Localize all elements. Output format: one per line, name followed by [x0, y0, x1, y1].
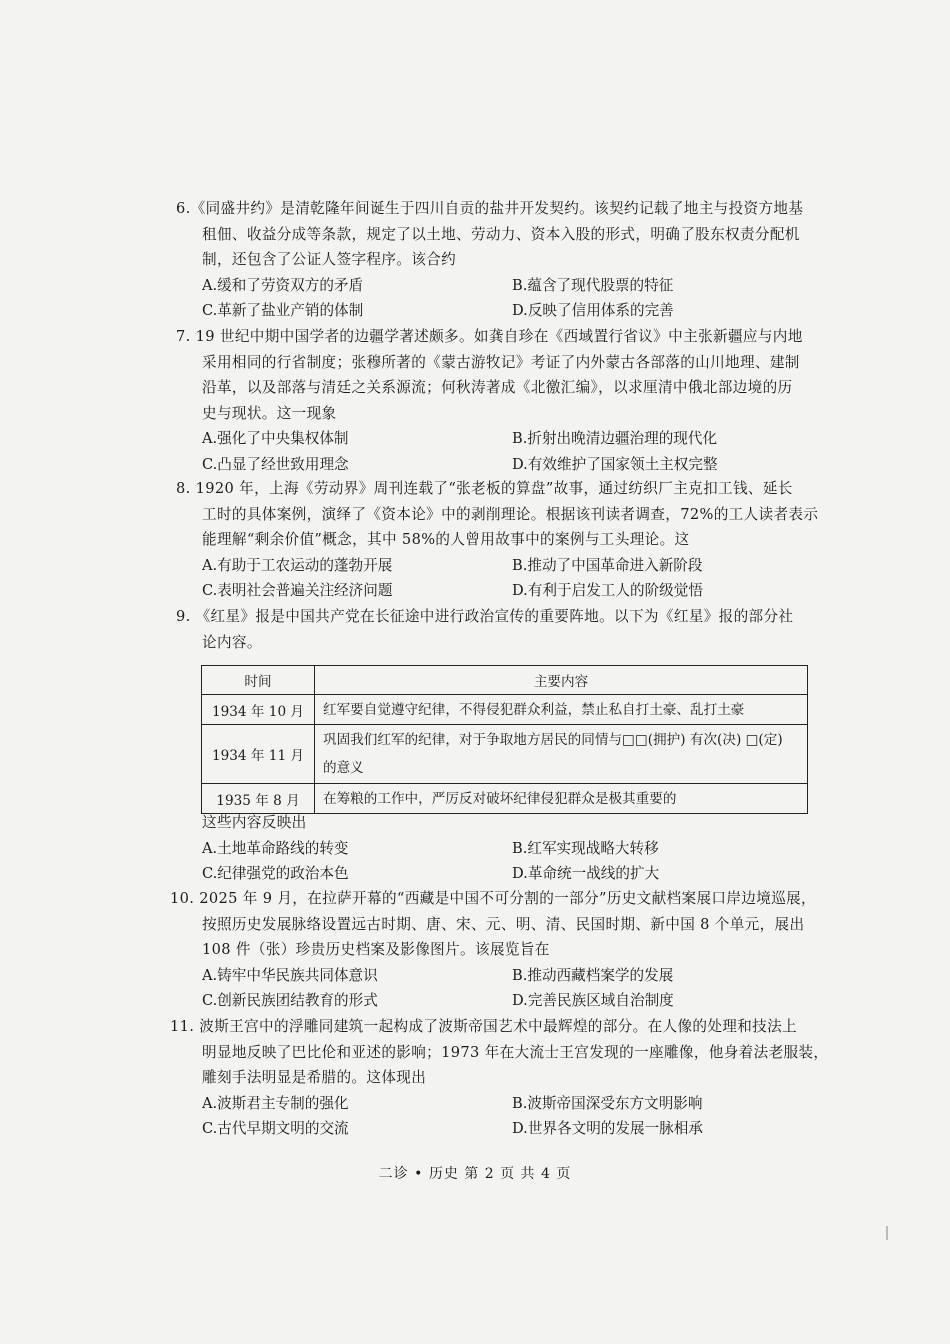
question-8 [176, 476, 819, 604]
option-a: A.土地革命路线的转变 [202, 839, 349, 857]
option-c: C.古代早期文明的交流 [202, 1120, 349, 1138]
option-c: C.创新民族团结教育的形式 [202, 992, 378, 1010]
table-header-content: 主要内容 [315, 666, 808, 695]
option-c: C.革新了盐业产销的体制 [202, 302, 364, 320]
table-cell-time: 1935 年 8 月 [202, 784, 315, 814]
question-stem-line: 按照历史发展脉络设置远古时期、唐、宋、元、明、清、民国时期、新中国 8 个单元，展出 [202, 915, 805, 933]
option-d: D.有利于启发工人的阶级觉悟 [512, 582, 703, 600]
option-b: B.折射出晚清边疆治理的现代化 [512, 430, 718, 448]
question-stem-line: 工时的具体案例，演绎了《资本论》中的剥削理论。根据该刊读者调查，72%的工人读者表示 [202, 505, 819, 523]
table-header-time: 时间 [202, 666, 315, 695]
table-cell-time: 1934 年 11 月 [202, 725, 315, 784]
question-7 [176, 324, 808, 478]
question-10 [170, 886, 816, 1014]
question-stem-line: 7. 19 世纪中期中国学者的边疆学著述颇多。如龚自珍在《西域置行省议》中主张新疆应与内地 [176, 328, 803, 345]
option-b: B.推动西藏档案学的发展 [512, 966, 674, 984]
option-b: B.蕴含了现代股票的特征 [512, 276, 674, 294]
option-c: C.表明社会普遍关注经济问题 [202, 582, 393, 600]
question-stem-line: 6.《同盛井约》是清乾隆年间诞生于四川自贡的盐井开发契约。该契约记载了地主与投资方地基 [176, 200, 804, 217]
table-cell-time: 1934 年 10 月 [202, 695, 315, 725]
question-stem-line: 11. 波斯王宫中的浮雕同建筑一起构成了波斯帝国艺术中最辉煌的部分。在人像的处理和技法上 [170, 1018, 798, 1035]
question-stem-line: 沿革，以及部落与清廷之关系源流；何秋涛著成《北徼汇编》，以求厘清中俄北部边境的历 [202, 379, 793, 397]
option-d: D.完善民族区域自治制度 [512, 992, 674, 1010]
option-a: A.强化了中央集权体制 [202, 430, 349, 448]
option-a: A.波斯君主专制的强化 [202, 1094, 349, 1112]
table-row [202, 784, 808, 814]
question-stem-line: 能理解“剩余价值”概念，其中 58%的人曾用故事中的案例与工头理论。这 [202, 531, 690, 549]
page-footer: 二诊 • 历史 第 2 页 共 4 页 [378, 1166, 572, 1182]
question-stem-line: 108 件（张）珍贵历史档案及影像图片。该展览旨在 [202, 941, 550, 959]
question-stem-line: 10. 2025 年 9 月，在拉萨开幕的“西藏是中国不可分割的一部分”历史文献档案展口岸边境巡展， [170, 890, 816, 907]
question-stem-line: 明显地反映了巴比伦和亚述的影响；1973 年在大流士王宫发现的一座雕像，他身着法老服装， [202, 1043, 829, 1061]
question-9-options [176, 810, 808, 887]
option-b: B.波斯帝国深受东方文明影响 [512, 1094, 703, 1112]
question-11 [170, 1014, 829, 1142]
question-stem-line: 史与现状。这一现象 [202, 404, 337, 422]
question-stem-line: 这些内容反映出 [202, 814, 307, 831]
option-a: A.铸牢中华民族共同体意识 [202, 966, 378, 984]
question-stem-line: 采用相同的行省制度；张穆所著的《蒙古游牧记》考证了内外蒙古各部落的山川地理、建制 [202, 353, 800, 371]
scan-mark [886, 1226, 888, 1240]
option-a: A.有助于工农运动的蓬勃开展 [202, 556, 393, 574]
question-stem-line: 9. 《红星》报是中国共产党在长征途中进行政治宣传的重要阵地。以下为《红星》报的部分社 [176, 608, 794, 625]
option-a: A.缓和了劳资双方的矛盾 [202, 276, 364, 294]
option-d: D.革命统一战线的扩大 [512, 865, 660, 883]
question-stem-line: 租佃、收益分成等条款，规定了以土地、劳动力、资本入股的形式，明确了股东权责分配机 [202, 225, 800, 243]
table-cell-content: 巩固我们红军的纪律，对于争取地方居民的同情与□□(拥护) 有次(决) □(定) 的意义 [315, 725, 808, 784]
option-d: D.有效维护了国家领土主权完整 [512, 455, 718, 473]
option-c: C.纪律强党的政治本色 [202, 865, 349, 883]
table-header-row [202, 666, 808, 695]
question-stem-line: 雕刻手法明显是希腊的。这体现出 [202, 1069, 427, 1087]
table-row [202, 725, 808, 784]
option-b: B.红军实现战略大转移 [512, 839, 659, 857]
question-9 [176, 604, 808, 655]
option-c: C.凸显了经世致用理念 [202, 455, 349, 473]
editorial-table [201, 665, 808, 814]
table-cell-content: 在筹粮的工作中，严厉反对破坏纪律侵犯群众是极其重要的 [315, 784, 808, 814]
question-stem-line: 制，还包含了公证人签字程序。该合约 [202, 251, 457, 269]
table-cell-content: 红军要自觉遵守纪律，不得侵犯群众利益，禁止私自打土豪、乱打土豪 [315, 695, 808, 725]
option-d: D.世界各文明的发展一脉相承 [512, 1120, 703, 1138]
table-row [202, 695, 808, 725]
question-stem-line: 论内容。 [202, 633, 262, 651]
question-stem-line: 8. 1920 年，上海《劳动界》周刊连载了“张老板的算盘”故事，通过纺织厂主克扣工钱、延长 [176, 480, 793, 497]
option-d: D.反映了信用体系的完善 [512, 302, 674, 320]
question-6 [176, 196, 808, 324]
option-b: B.推动了中国革命进入新阶段 [512, 556, 703, 574]
